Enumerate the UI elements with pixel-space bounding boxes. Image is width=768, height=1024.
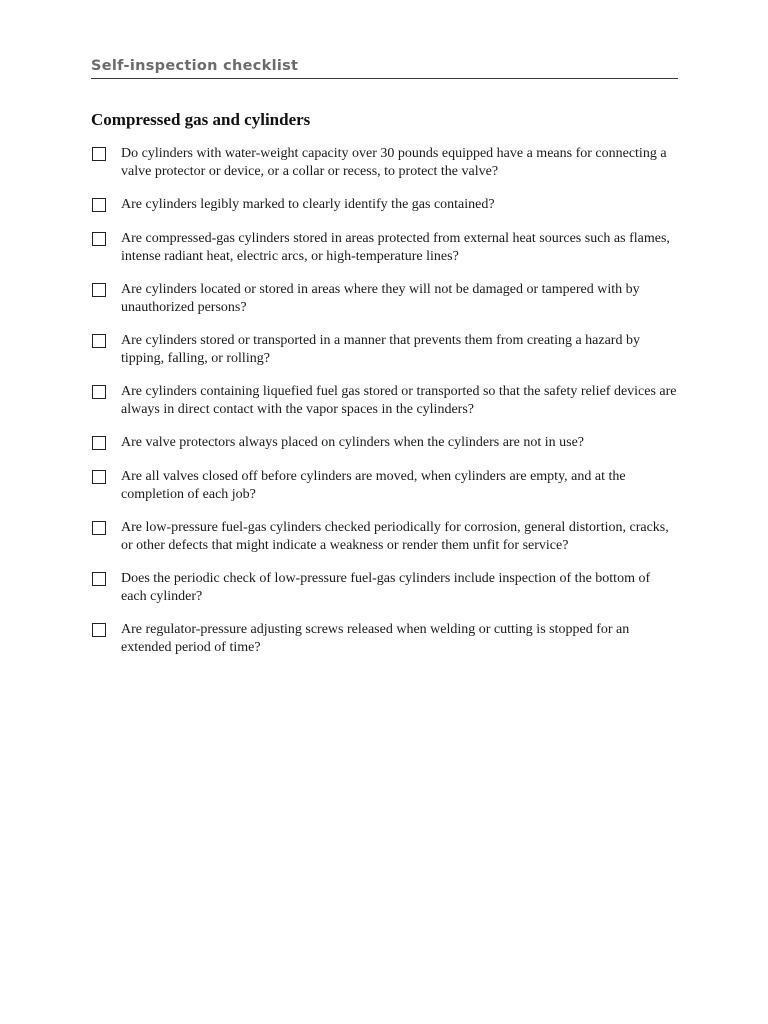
- checkbox[interactable]: [92, 147, 106, 161]
- checklist-question: Are regulator-pressure adjusting screws released when welding or cutting is stopped for an extended period of time?: [121, 622, 630, 655]
- header-title: Self-inspection checklist: [91, 58, 299, 74]
- checklist-question: Are cylinders containing liquefied fuel gas stored or transported so that the safety relief devices are always in direct contact with the vapor spaces in the cylinders?: [121, 384, 677, 417]
- checkbox[interactable]: [92, 572, 106, 586]
- checklist-question: Are cylinders stored or transported in a manner that prevents them from creating a hazard by tipping, falling, or rolling?: [121, 333, 640, 366]
- checkbox[interactable]: [92, 623, 106, 637]
- checklist-question: Do cylinders with water-weight capacity over 30 pounds equipped have a means for connecting a valve protector or device, or a collar or recess, to protect the valve?: [121, 146, 667, 179]
- checkbox[interactable]: [92, 385, 106, 399]
- checkbox[interactable]: [92, 232, 106, 246]
- checklist-question: Are cylinders legibly marked to clearly identify the gas contained?: [121, 197, 495, 212]
- checklist-question: Are valve protectors always placed on cylinders when the cylinders are not in use?: [121, 435, 584, 450]
- checklist-question: Are compressed-gas cylinders stored in areas protected from external heat sources such as flames, intense radiant heat, electric arcs, or high-temperature lines?: [121, 231, 670, 264]
- checklist-question: Are low-pressure fuel-gas cylinders checked periodically for corrosion, general distortion, cracks, or other defects that might indicate a weakness or render them unfit for service?: [121, 520, 669, 553]
- section-title: Compressed gas and cylinders: [91, 110, 311, 129]
- checklist-question: Does the periodic check of low-pressure fuel-gas cylinders include inspection of the bottom of each cylinder?: [121, 571, 651, 604]
- checkbox[interactable]: [92, 283, 106, 297]
- checkbox[interactable]: [92, 521, 106, 535]
- checkbox[interactable]: [92, 334, 106, 348]
- checklist-question: Are cylinders located or stored in areas where they will not be damaged or tampered with by unauthorized persons?: [121, 282, 640, 315]
- page-header: [91, 56, 678, 79]
- checkbox[interactable]: [92, 198, 106, 212]
- checkbox[interactable]: [92, 436, 106, 450]
- checklist-question: Are all valves closed off before cylinders are moved, when cylinders are empty, and at the completion of each job?: [121, 469, 626, 502]
- checkbox[interactable]: [92, 470, 106, 484]
